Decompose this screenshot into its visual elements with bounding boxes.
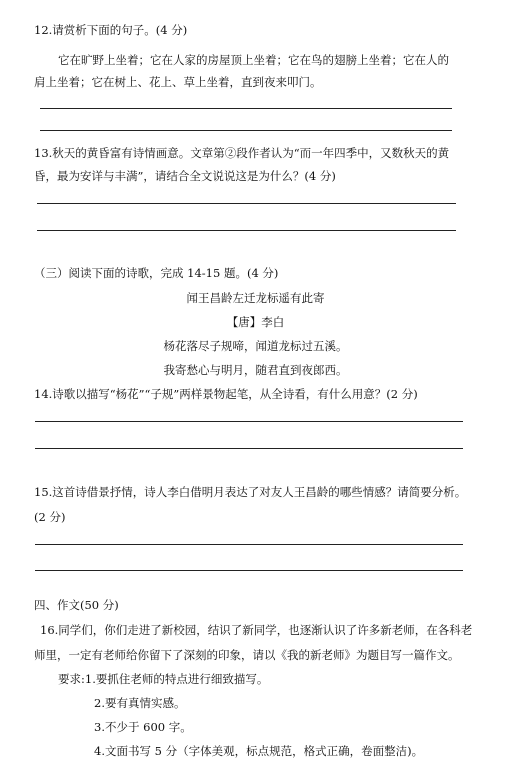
q12-answer-line-1[interactable]: [40, 108, 452, 109]
q15-line1: 15.这首诗借景抒情，诗人李白借明月表达了对友人王昌龄的哪些情感？请简要分析。: [34, 485, 467, 499]
q12-title: 12.请赏析下面的句子。(4 分): [34, 23, 188, 37]
poem-line-2: 我寄愁心与明月，随君直到夜郎西。: [163, 363, 348, 377]
q16-line2: 师里，一定有老师给你留下了深刻的印象，请以《我的新老师》为题目写一篇作文。: [34, 648, 460, 662]
section3-heading: （三）阅读下面的诗歌，完成 14-15 题。(4 分): [34, 266, 279, 280]
q16-requirement-4: 4.文面书写 5 分（字体美观，标点规范，格式正确，卷面整洁)。: [94, 744, 424, 758]
q14-title: 14.诗歌以描写“杨花”“子规”两样景物起笔，从全诗看，有什么用意？(2 分): [34, 387, 418, 401]
q16-requirement-3: 3.不少于 600 字。: [94, 720, 192, 734]
q12-answer-line-2[interactable]: [40, 130, 452, 131]
q15-answer-line-1[interactable]: [35, 544, 463, 545]
q14-answer-line-2[interactable]: [35, 448, 463, 449]
q12-quote-line2: 肩上坐着；它在树上、花上、草上坐着，直到夜来叩门。: [34, 75, 322, 89]
q12-quote-line1: 它在旷野上坐着；它在人家的房屋顶上坐着；它在鸟的翅膀上坐着；它在人的: [58, 53, 449, 67]
q15-answer-line-2[interactable]: [35, 570, 463, 571]
q16-requirement-1: 要求:1.要抓住老师的特点进行细致描写。: [58, 672, 269, 686]
q15-line2: (2 分): [34, 510, 66, 524]
q13-line1: 13.秋天的黄昏富有诗情画意。文章第②段作者认为“而一年四季中，又数秋天的黄: [34, 146, 450, 160]
q13-line2: 昏，最为安详与丰满”，请结合全文说说这是为什么？(4 分): [34, 169, 336, 183]
poem-title: 闻王昌龄左迁龙标遥有此寄: [186, 291, 325, 305]
section4-heading: 四、作文(50 分): [34, 598, 119, 612]
q14-answer-line-1[interactable]: [35, 421, 463, 422]
poem-line-1: 杨花落尽子规啼，闻道龙标过五溪。: [163, 339, 348, 353]
q13-answer-line-1[interactable]: [37, 203, 456, 204]
poem-author: 【唐】李白: [226, 315, 285, 329]
q16-requirement-2: 2.要有真情实感。: [94, 696, 186, 710]
q13-answer-line-2[interactable]: [37, 230, 456, 231]
q16-line1: 16.同学们，你们走进了新校园，结识了新同学，也逐渐认识了许多新老师，在各科老: [40, 623, 473, 637]
